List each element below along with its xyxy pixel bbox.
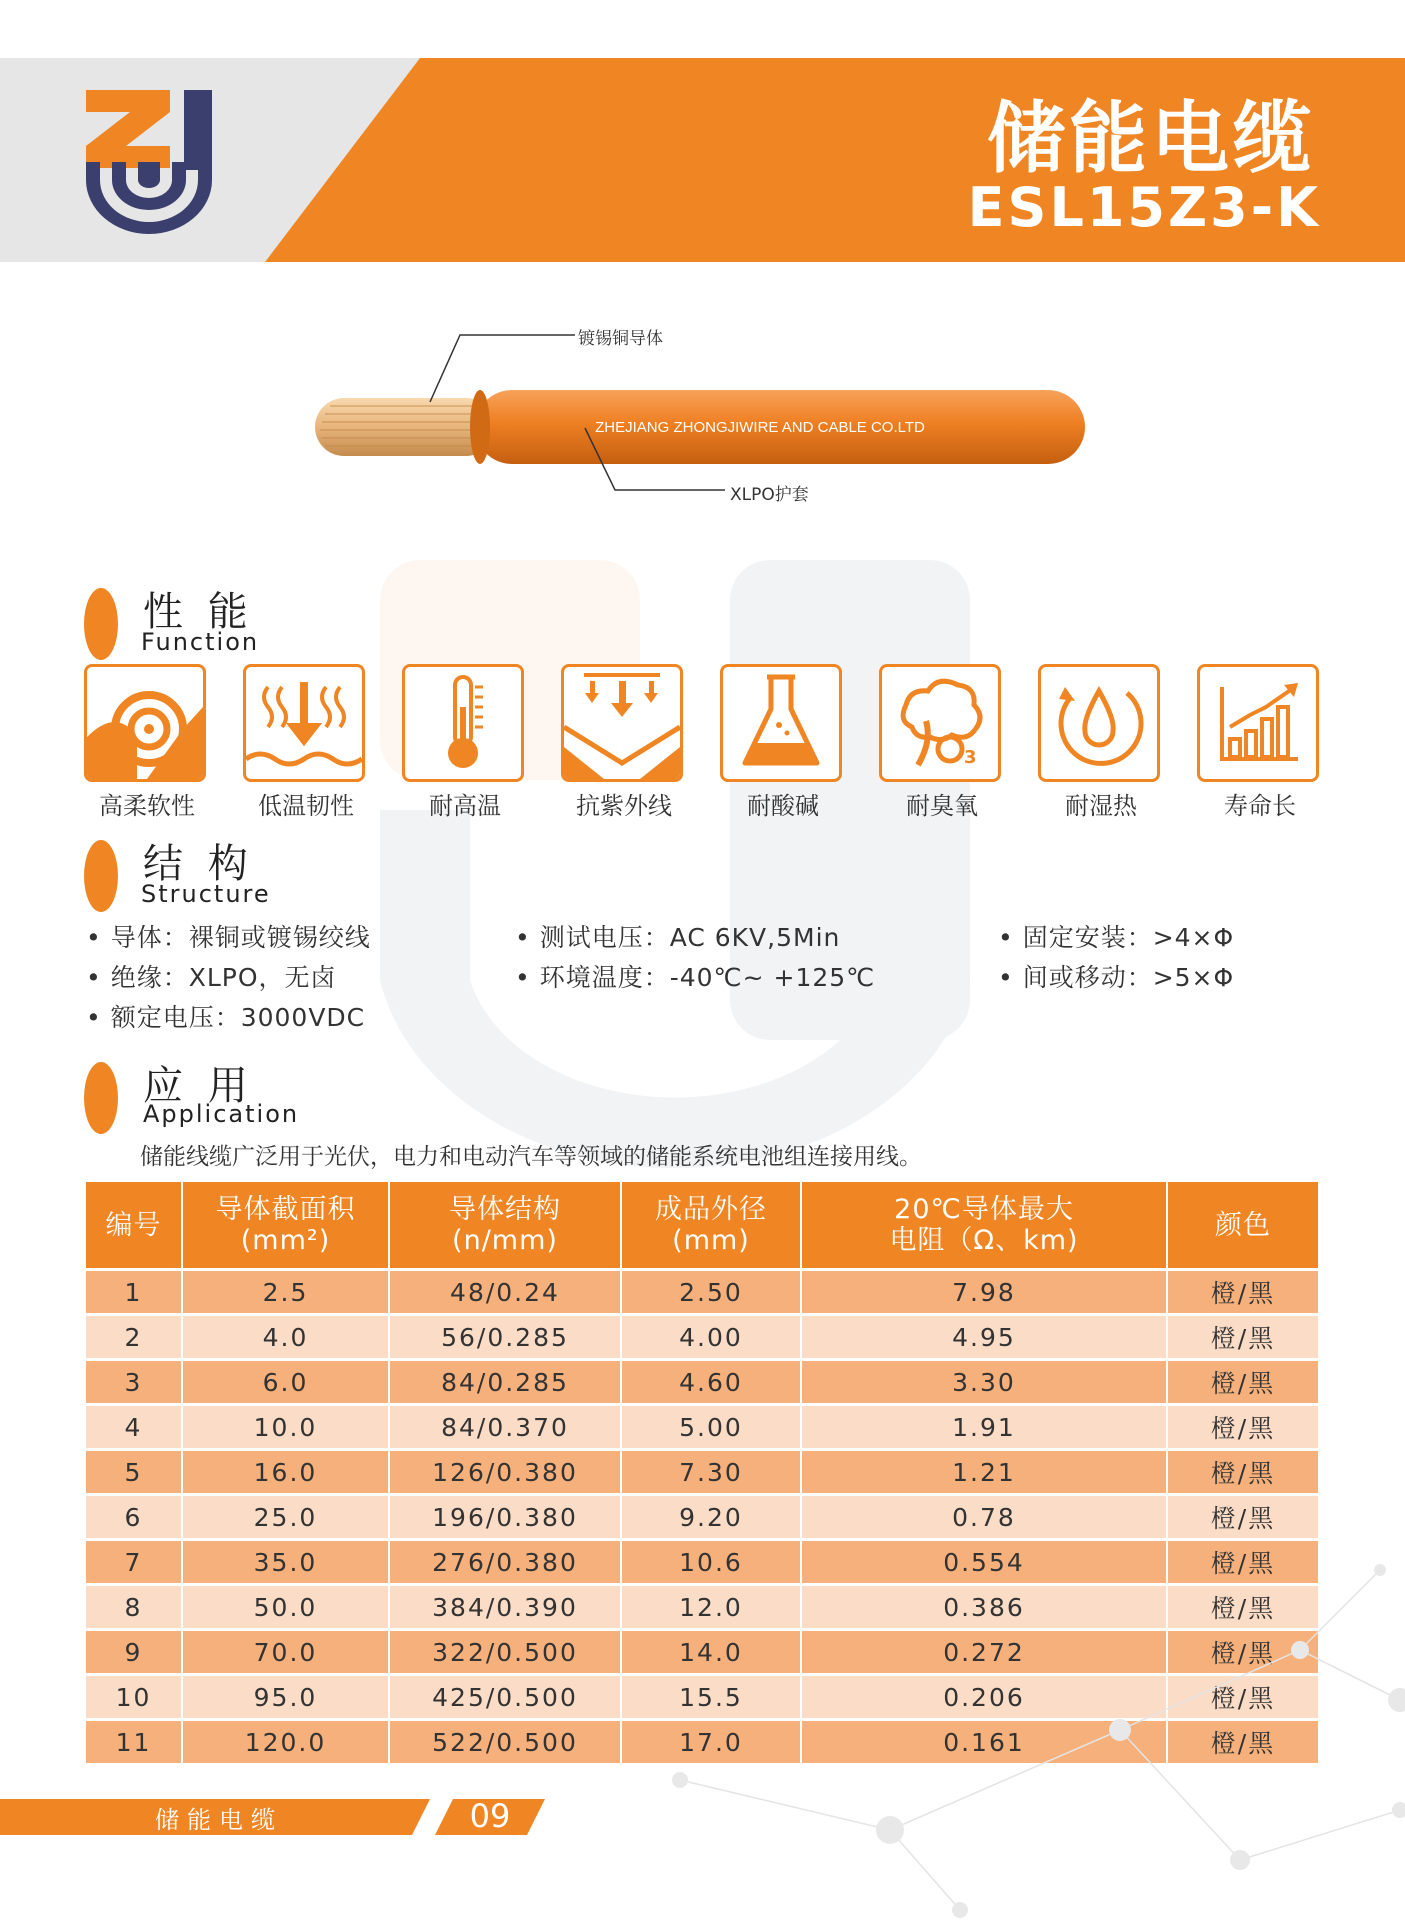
application-section-marker (84, 1062, 118, 1134)
cell-no: 8 (86, 1585, 182, 1630)
spec-conductor: • 导体：裸铜或镀锡绞线 (86, 923, 371, 952)
cell-resistance: 1.21 (801, 1450, 1167, 1495)
flask-icon (720, 664, 842, 782)
cell-structure: 322/0.500 (389, 1630, 621, 1675)
cell-structure: 84/0.285 (389, 1360, 621, 1405)
spec-occasional-movement: • 间或移动：>5×Φ (998, 963, 1235, 992)
jacket-callout-label: XLPO护套 (730, 485, 809, 505)
cell-resistance: 0.78 (801, 1495, 1167, 1540)
spec-test-voltage: • 测试电压：AC 6KV,5Min (515, 923, 841, 952)
table-header-row (86, 1182, 1318, 1270)
cell-diameter: 17.0 (621, 1720, 801, 1764)
cell-diameter: 12.0 (621, 1585, 801, 1630)
watermark-logo (360, 560, 1060, 1210)
table-row (86, 1360, 1318, 1405)
feature-uv-resistance (561, 664, 687, 821)
application-heading-en: Application (143, 1100, 300, 1128)
cell-diameter: 4.00 (621, 1315, 801, 1360)
flexible-coil-icon (84, 664, 206, 782)
water-drop-icon (1038, 664, 1160, 782)
cell-color: 橙/黑 (1167, 1495, 1318, 1540)
cell-cross-section: 95.0 (182, 1675, 389, 1720)
cell-cross-section: 16.0 (182, 1450, 389, 1495)
table-row (86, 1450, 1318, 1495)
header-conductor-structure: 导体结构 (n/mm) (389, 1182, 621, 1270)
feature-label: 耐高温 (429, 792, 501, 820)
cell-diameter: 9.20 (621, 1495, 801, 1540)
cell-color: 橙/黑 (1167, 1675, 1318, 1720)
cell-resistance: 4.95 (801, 1315, 1167, 1360)
cell-diameter: 5.00 (621, 1405, 801, 1450)
growth-chart-icon (1197, 664, 1319, 782)
cell-diameter: 4.60 (621, 1360, 801, 1405)
cell-color: 橙/黑 (1167, 1450, 1318, 1495)
feature-high-temperature (402, 664, 528, 821)
spec-rated-voltage: • 额定电压：3000VDC (86, 1003, 366, 1032)
cell-color: 橙/黑 (1167, 1630, 1318, 1675)
cell-diameter: 7.30 (621, 1450, 801, 1495)
header-cross-section: 导体截面积 (mm²) (182, 1182, 389, 1270)
feature-ozone (879, 664, 1005, 821)
cell-diameter: 15.5 (621, 1675, 801, 1720)
company-logo (82, 82, 216, 238)
cell-resistance: 1.91 (801, 1405, 1167, 1450)
application-text: 储能线缆广泛用于光伏，电力和电动汽车等领域的储能系统电池组连接用线。 (140, 1144, 922, 1170)
cell-cross-section: 50.0 (182, 1585, 389, 1630)
footer-label: 储能电缆 (155, 1806, 283, 1834)
cell-cross-section: 10.0 (182, 1405, 389, 1450)
application-heading: 应 用 (143, 1063, 254, 1109)
cell-cross-section: 2.5 (182, 1270, 389, 1315)
cell-cross-section: 4.0 (182, 1315, 389, 1360)
cell-cross-section: 25.0 (182, 1495, 389, 1540)
cell-cross-section: 70.0 (182, 1630, 389, 1675)
header-max-resistance: 20℃导体最大 电阻（Ω、km) (801, 1182, 1167, 1270)
cell-color: 橙/黑 (1167, 1270, 1318, 1315)
function-section-marker (84, 588, 118, 660)
feature-label: 耐湿热 (1065, 792, 1137, 820)
cell-structure: 522/0.500 (389, 1720, 621, 1764)
feature-label: 抗紫外线 (576, 792, 672, 820)
svg-text:3: 3 (964, 747, 977, 768)
function-heading-en: Function (141, 628, 260, 656)
cell-no: 4 (86, 1405, 182, 1450)
feature-label: 耐臭氧 (906, 792, 978, 820)
product-model: ESL15Z3-K (967, 176, 1321, 239)
header-no: 编号 (86, 1182, 182, 1270)
spec-fixed-installation: • 固定安装：>4×Φ (998, 923, 1235, 952)
feature-label: 耐酸碱 (747, 792, 819, 820)
feature-low-temperature (243, 664, 369, 821)
table-row (86, 1405, 1318, 1450)
cell-structure: 56/0.285 (389, 1315, 621, 1360)
cell-no: 5 (86, 1450, 182, 1495)
cell-color: 橙/黑 (1167, 1315, 1318, 1360)
cell-resistance: 0.272 (801, 1630, 1167, 1675)
cell-resistance: 0.206 (801, 1675, 1167, 1720)
conductor-callout-label: 镀锡铜导体 (578, 329, 663, 349)
cell-resistance: 0.554 (801, 1540, 1167, 1585)
cell-cross-section: 35.0 (182, 1540, 389, 1585)
cell-resistance: 0.386 (801, 1585, 1167, 1630)
table-row (86, 1315, 1318, 1360)
cell-resistance: 7.98 (801, 1270, 1167, 1315)
feature-humid-heat (1038, 664, 1164, 821)
feature-flexible (84, 664, 210, 821)
spec-ambient-temperature: • 环境温度：-40℃~ +125℃ (515, 963, 876, 992)
cell-diameter: 10.6 (621, 1540, 801, 1585)
cell-color: 橙/黑 (1167, 1405, 1318, 1450)
cell-color: 橙/黑 (1167, 1540, 1318, 1585)
cell-color: 橙/黑 (1167, 1585, 1318, 1630)
cable-illustration (300, 310, 1100, 510)
cell-diameter: 14.0 (621, 1630, 801, 1675)
cell-structure: 196/0.380 (389, 1495, 621, 1540)
header-outer-diameter: 成品外径 (mm) (621, 1182, 801, 1270)
cell-no: 6 (86, 1495, 182, 1540)
low-temperature-icon (243, 664, 365, 782)
uv-resistance-icon (561, 664, 683, 782)
cell-structure: 384/0.390 (389, 1585, 621, 1630)
cell-no: 1 (86, 1270, 182, 1315)
feature-long-life (1197, 664, 1323, 821)
cell-no: 10 (86, 1675, 182, 1720)
cell-no: 9 (86, 1630, 182, 1675)
network-dots-decoration (600, 1560, 1405, 1920)
cell-structure: 48/0.24 (389, 1270, 621, 1315)
cell-structure: 126/0.380 (389, 1450, 621, 1495)
cell-no: 7 (86, 1540, 182, 1585)
feature-label: 低温韧性 (258, 792, 354, 820)
cell-color: 橙/黑 (1167, 1720, 1318, 1764)
table-row (86, 1270, 1318, 1315)
ozone-icon (879, 664, 1001, 782)
cell-structure: 425/0.500 (389, 1675, 621, 1720)
header-color: 颜色 (1167, 1182, 1318, 1270)
page-title: 储能电缆 (986, 94, 1315, 184)
cable-print-text: ZHEJIANG ZHONGJIWIRE AND CABLE CO.LTD (595, 419, 925, 436)
cell-no: 3 (86, 1360, 182, 1405)
page-header (0, 58, 1405, 262)
spec-insulation: • 绝缘：XLPO，无卤 (86, 963, 337, 992)
cell-diameter: 2.50 (621, 1270, 801, 1315)
cell-no: 2 (86, 1315, 182, 1360)
structure-section-marker (84, 840, 118, 912)
feature-label: 高柔软性 (99, 792, 195, 820)
feature-acid-alkali (720, 664, 846, 821)
thermometer-icon (402, 664, 524, 782)
page-number: 09 (469, 1797, 511, 1835)
table-row (86, 1495, 1318, 1540)
cell-cross-section: 6.0 (182, 1360, 389, 1405)
structure-heading: 结 构 (143, 841, 254, 887)
structure-heading-en: Structure (141, 880, 271, 908)
cell-structure: 84/0.370 (389, 1405, 621, 1450)
function-heading: 性 能 (143, 589, 254, 635)
cell-resistance: 0.161 (801, 1720, 1167, 1764)
cell-cross-section: 120.0 (182, 1720, 389, 1764)
cell-color: 橙/黑 (1167, 1360, 1318, 1405)
cell-no: 11 (86, 1720, 182, 1764)
cell-resistance: 3.30 (801, 1360, 1167, 1405)
cell-structure: 276/0.380 (389, 1540, 621, 1585)
feature-label: 寿命长 (1224, 792, 1296, 820)
